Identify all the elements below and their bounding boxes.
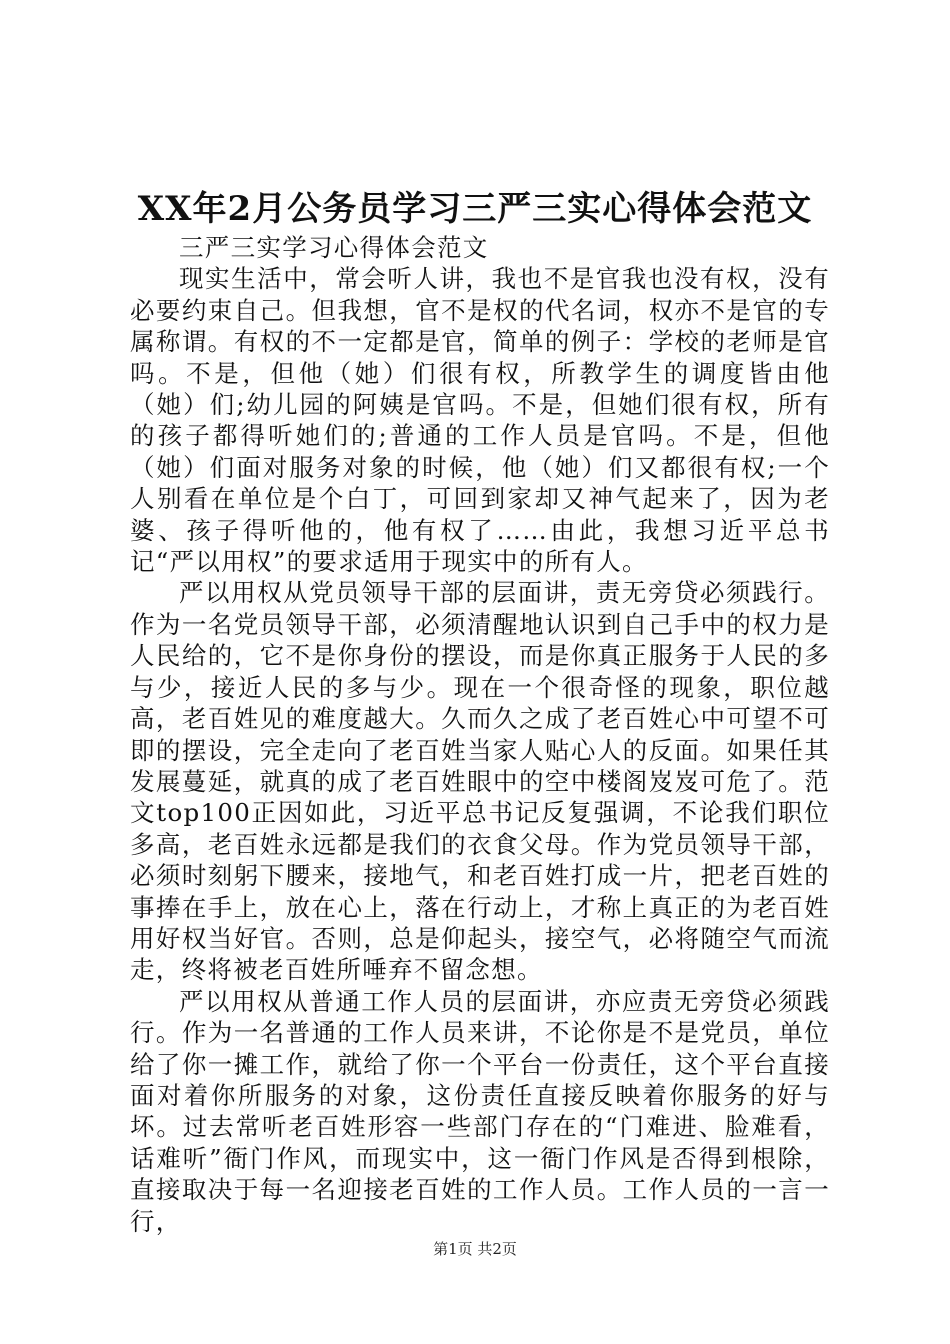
document-subtitle: 三严三实学习心得体会范文 [179, 233, 489, 262]
paragraph-3: 严以用权从普通工作人员的层面讲，亦应责无旁贷必须践行。作为一名普通的工作人员来讲，不论你是不是党员，单位给了你一摊工作，就给了你一个平台一份责任，这个平台直接面对着你所服务的对象，这份责任直接反映着你服务的好与坏。过去常听老百姓形容一些部门存在的“门难进、脸难看，话难听”衙门作风，而现实中，这一衙门作风是否得到根除，直接取决于每一名迎接老百姓的工作人员。工作人员的一言一行， [130, 986, 830, 1236]
paragraph-1: 现实生活中，常会听人讲，我也不是官我也没有权，没有必要约束自己。但我想，官不是权的代名词，权亦不是官的专属称谓。有权的不一定都是官，简单的例子：学校的老师是官吗。不是，但他（她）们很有权，所教学生的调度皆由他（她）们;幼儿园的阿姨是官吗。不是，但她们很有权，所有的孩子都得听她们的;普通的工作人员是官吗。不是，但他（她）们面对服务对象的时候，他（她）们又都很有权;一个人别看在单位是个白丁，可回到家却又神气起来了，因为老婆、孩子得听他的，他有权了……由此，我想习近平总书记“严以用权”的要求适用于现实中的所有人。 [130, 264, 830, 577]
document-body [130, 232, 830, 1237]
page-number: 第1页 共2页 [433, 1240, 517, 1258]
paragraph-2: 严以用权从党员领导干部的层面讲，责无旁贷必须践行。作为一名党员领导干部，必须清醒地认识到自己手中的权力是人民给的，它不是你身份的摆设，而是你真正服务于人民的多与少，接近人民的多与少。现在一个很奇怪的现象，职位越高，老百姓见的难度越大。久而久之成了老百姓心中可望不可即的摆设，完全走向了老百姓当家人贴心人的反面。如果任其发展蔓延，就真的成了老百姓眼中的空中楼阁岌岌可危了。范文top100正因如此，习近平总书记反复强调，不论我们职位多高，老百姓永远都是我们的衣食父母。作为党员领导干部，必须时刻躬下腰来，接地气，和老百姓打成一片，把老百姓的事捧在手上，放在心上，落在行动上，才称上真正的为老百姓用好权当好官。否则，总是仰起头，接空气，必将随空气而流走，终将被老百姓所唾弃不留念想。 [130, 578, 830, 985]
document-title: XX年2月公务员学习三严三实心得体会范文 [137, 189, 813, 229]
